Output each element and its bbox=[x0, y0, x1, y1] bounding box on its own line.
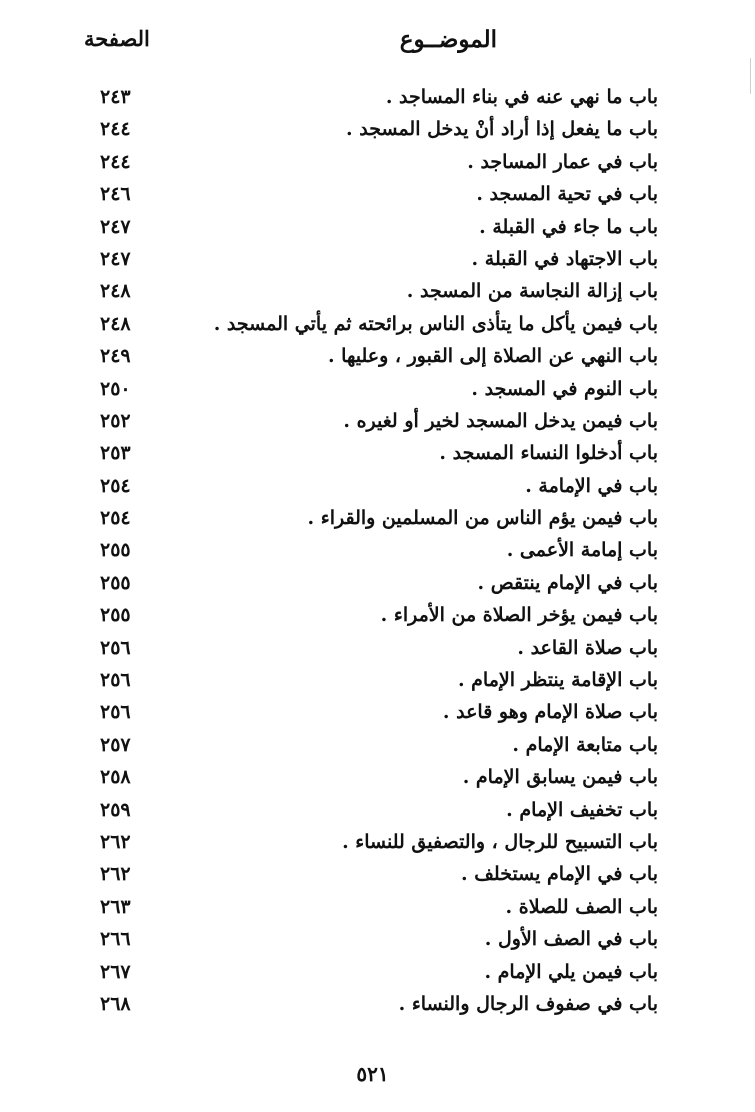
entry-title: باب إزالة النجاسة من المسجد . bbox=[406, 280, 658, 303]
entry-page-number: ٢٥٦ bbox=[100, 636, 131, 659]
entry-page-number: ٢٤٩ bbox=[100, 345, 131, 368]
entry-title: باب النهي عن الصلاة إلى القبور ، وعليها . bbox=[327, 345, 658, 368]
entry-page-number: ٢٦٢ bbox=[100, 863, 131, 886]
toc-entry bbox=[0, 277, 755, 309]
entry-title: باب في الإمامة . bbox=[525, 474, 658, 497]
entry-page-number: ٢٥٢ bbox=[100, 409, 131, 432]
entry-title: باب النوم في المسجد . bbox=[471, 377, 658, 400]
entry-page-number: ٢٦٨ bbox=[100, 992, 131, 1015]
entry-page-number: ٢٦٧ bbox=[100, 960, 131, 983]
entry-page-number: ٢٥٥ bbox=[100, 539, 131, 562]
entry-title: باب في صفوف الرجال والنساء . bbox=[398, 992, 658, 1015]
toc-entry bbox=[0, 763, 755, 795]
page-footer bbox=[0, 1062, 755, 1086]
toc-entry bbox=[0, 731, 755, 763]
toc-entry bbox=[0, 828, 755, 860]
entry-title: باب فيمن يلي الإمام . bbox=[484, 960, 658, 983]
toc-entry bbox=[0, 601, 755, 633]
toc-entry bbox=[0, 83, 755, 115]
entry-title: باب فيمن يأكل ما يتأذى الناس برائحته ثم يأتي المسجد . bbox=[213, 312, 658, 335]
toc-entry bbox=[0, 213, 755, 245]
entry-title: باب صلاة القاعد . bbox=[517, 636, 658, 659]
entry-page-number: ٢٥٠ bbox=[100, 377, 131, 400]
entry-title: باب إمامة الأعمى . bbox=[506, 539, 658, 562]
entry-page-number: ٢٥٦ bbox=[100, 701, 131, 724]
entry-page-number: ٢٦٦ bbox=[100, 928, 131, 951]
entry-title: باب التسبيح للرجال ، والتصفيق للنساء . bbox=[342, 830, 658, 853]
toc-entry bbox=[0, 342, 755, 374]
entry-title: باب الصف للصلاة . bbox=[505, 895, 658, 918]
entry-page-number: ٢٤٤ bbox=[100, 118, 131, 141]
entry-page-number: ٢٥٤ bbox=[100, 507, 131, 530]
entry-page-number: ٢٤٣ bbox=[100, 86, 131, 108]
entry-title: باب فيمن يؤم الناس من المسلمين والقراء . bbox=[307, 507, 658, 530]
entry-title: باب في عمار المساجد . bbox=[467, 150, 658, 173]
entry-title: باب تخفيف الإمام . bbox=[506, 798, 658, 821]
toc-entry bbox=[0, 504, 755, 536]
toc-entry bbox=[0, 472, 755, 504]
toc-entry bbox=[0, 375, 755, 407]
toc-entry bbox=[0, 860, 755, 892]
entry-page-number: ٢٥٧ bbox=[100, 733, 131, 756]
entry-title: باب في الإمام ينتقص . bbox=[477, 571, 658, 594]
topic-column-heading: الموضــوع bbox=[399, 26, 497, 53]
toc-entry bbox=[0, 245, 755, 277]
entry-title: باب فيمن يسابق الإمام . bbox=[462, 766, 658, 789]
toc-entry bbox=[0, 990, 755, 1022]
toc-entry bbox=[0, 698, 755, 730]
page-column-heading: الصفحة bbox=[84, 26, 150, 51]
entry-title: باب الإقامة ينتظر الإمام . bbox=[457, 669, 658, 692]
toc-entry bbox=[0, 310, 755, 342]
toc-entry bbox=[0, 634, 755, 666]
entry-page-number: ٢٤٨ bbox=[100, 312, 131, 335]
entry-title: باب فيمن يؤخر الصلاة من الأمراء . bbox=[380, 604, 658, 627]
entry-page-number: ٢٥٩ bbox=[100, 798, 131, 821]
entry-title: باب متابعة الإمام . bbox=[512, 733, 658, 756]
entry-page-number: ٢٤٦ bbox=[100, 183, 131, 206]
entry-page-number: ٢٥٣ bbox=[100, 442, 131, 465]
toc-entry bbox=[0, 893, 755, 925]
entry-page-number: ٢٥٥ bbox=[100, 604, 131, 627]
entry-page-number: ٢٥٤ bbox=[100, 474, 131, 497]
entry-title: باب ما جاء في القبلة . bbox=[479, 215, 658, 238]
toc-entry bbox=[0, 925, 755, 957]
table-of-contents bbox=[0, 83, 755, 1022]
toc-entry bbox=[0, 439, 755, 471]
entry-title: باب في الصف الأول . bbox=[484, 928, 658, 951]
entry-page-number: ٢٥٦ bbox=[100, 669, 131, 692]
toc-entry bbox=[0, 407, 755, 439]
toc-header bbox=[0, 22, 755, 62]
toc-entry bbox=[0, 666, 755, 698]
entry-page-number: ٢٦٣ bbox=[100, 895, 131, 918]
entry-title: باب في الإمام يستخلف . bbox=[461, 863, 658, 886]
entry-title: باب في تحية المسجد . bbox=[476, 183, 658, 206]
toc-entry bbox=[0, 536, 755, 568]
entry-page-number: ٢٥٥ bbox=[100, 571, 131, 594]
toc-entry bbox=[0, 115, 755, 147]
entry-title: باب فيمن يدخل المسجد لخير أو لغيره . bbox=[343, 409, 658, 432]
toc-entry bbox=[0, 958, 755, 990]
entry-title: باب ما نهي عنه في بناء المساجد . bbox=[385, 86, 658, 108]
entry-title: باب ما يفعل إذا أراد أنْ يدخل المسجد . bbox=[346, 118, 658, 141]
entry-page-number: ٢٤٨ bbox=[100, 280, 131, 303]
entry-title: باب الاجتهاد في القبلة . bbox=[471, 247, 658, 270]
page-number: ٥٢١ bbox=[356, 1062, 389, 1086]
entry-page-number: ٢٤٧ bbox=[100, 215, 131, 238]
toc-entry bbox=[0, 569, 755, 601]
entry-page-number: ٢٥٨ bbox=[100, 766, 131, 789]
toc-entry bbox=[0, 148, 755, 180]
entry-title: باب أدخلوا النساء المسجد . bbox=[439, 442, 658, 465]
toc-entry bbox=[0, 796, 755, 828]
toc-entry bbox=[0, 180, 755, 212]
entry-page-number: ٢٤٧ bbox=[100, 247, 131, 270]
entry-title: باب صلاة الإمام وهو قاعد . bbox=[442, 701, 658, 724]
entry-page-number: ٢٤٤ bbox=[100, 150, 131, 173]
entry-page-number: ٢٦٢ bbox=[100, 830, 131, 853]
